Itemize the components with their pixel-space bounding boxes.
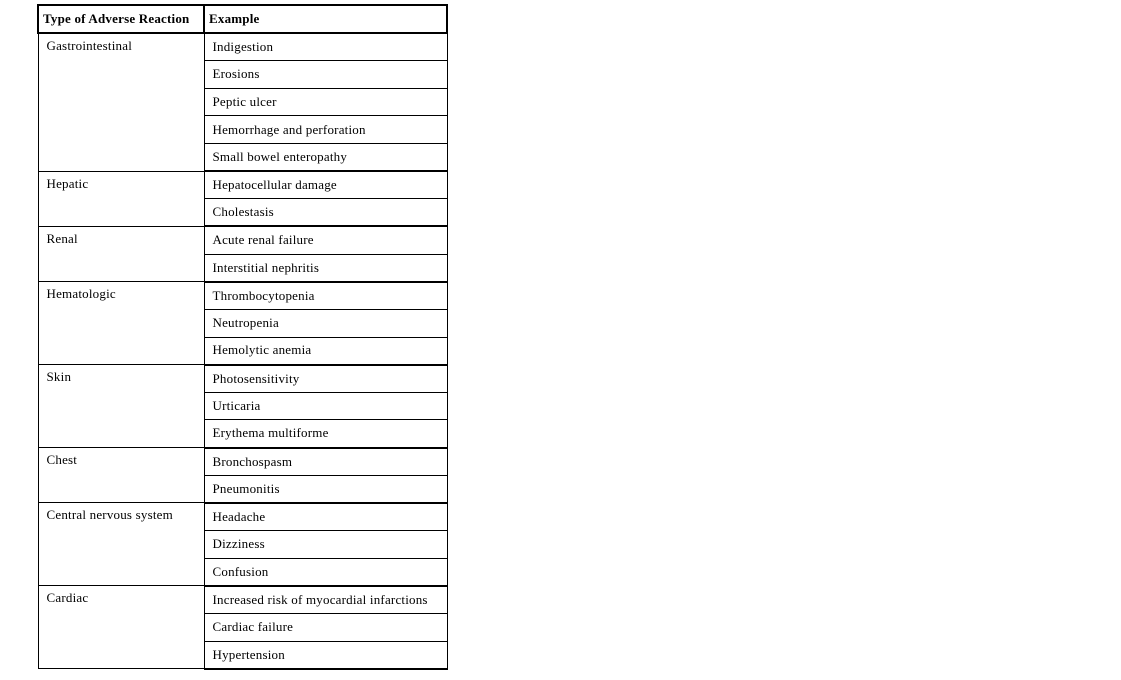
adverse-reactions-table xyxy=(37,4,448,670)
example-cell: Urticaria xyxy=(204,392,447,420)
table-row xyxy=(38,171,447,199)
example-cell: Cholestasis xyxy=(204,199,447,227)
example-cell: Photosensitivity xyxy=(204,365,447,393)
example-cell: Erosions xyxy=(204,61,447,89)
example-cell: Bronchospasm xyxy=(204,448,447,476)
example-cell: Thrombocytopenia xyxy=(204,282,447,310)
example-cell: Small bowel enteropathy xyxy=(204,144,447,172)
example-cell: Indigestion xyxy=(204,33,447,61)
table-row xyxy=(38,503,447,531)
reaction-type-cell: Gastrointestinal xyxy=(38,33,204,171)
column-header-type: Type of Adverse Reaction xyxy=(38,5,204,33)
example-cell: Confusion xyxy=(204,558,447,586)
example-cell: Hepatocellular damage xyxy=(204,171,447,199)
example-cell: Pneumonitis xyxy=(204,475,447,503)
header-row xyxy=(38,5,447,33)
table-body xyxy=(38,33,447,669)
reaction-type-cell: Central nervous system xyxy=(38,503,204,586)
example-cell: Erythema multiforme xyxy=(204,420,447,448)
reaction-type-cell: Chest xyxy=(38,448,204,503)
example-cell: Interstitial nephritis xyxy=(204,254,447,282)
example-cell: Peptic ulcer xyxy=(204,88,447,116)
example-cell: Hypertension xyxy=(204,641,447,669)
table-header xyxy=(38,5,447,33)
example-cell: Hemolytic anemia xyxy=(204,337,447,365)
table-row xyxy=(38,282,447,310)
table-row xyxy=(38,226,447,254)
example-cell: Increased risk of myocardial infarctions xyxy=(204,586,447,614)
table-row xyxy=(38,33,447,61)
reaction-type-cell: Skin xyxy=(38,365,204,448)
reaction-type-cell: Hematologic xyxy=(38,282,204,365)
example-cell: Cardiac failure xyxy=(204,613,447,641)
example-cell: Hemorrhage and perforation xyxy=(204,116,447,144)
example-cell: Neutropenia xyxy=(204,309,447,337)
table-row xyxy=(38,448,447,476)
example-cell: Dizziness xyxy=(204,531,447,559)
reaction-type-cell: Renal xyxy=(38,226,204,281)
column-header-example: Example xyxy=(204,5,447,33)
example-cell: Headache xyxy=(204,503,447,531)
table-row xyxy=(38,586,447,614)
reaction-type-cell: Hepatic xyxy=(38,171,204,226)
reaction-type-cell: Cardiac xyxy=(38,586,204,669)
table-row xyxy=(38,365,447,393)
example-cell: Acute renal failure xyxy=(204,226,447,254)
